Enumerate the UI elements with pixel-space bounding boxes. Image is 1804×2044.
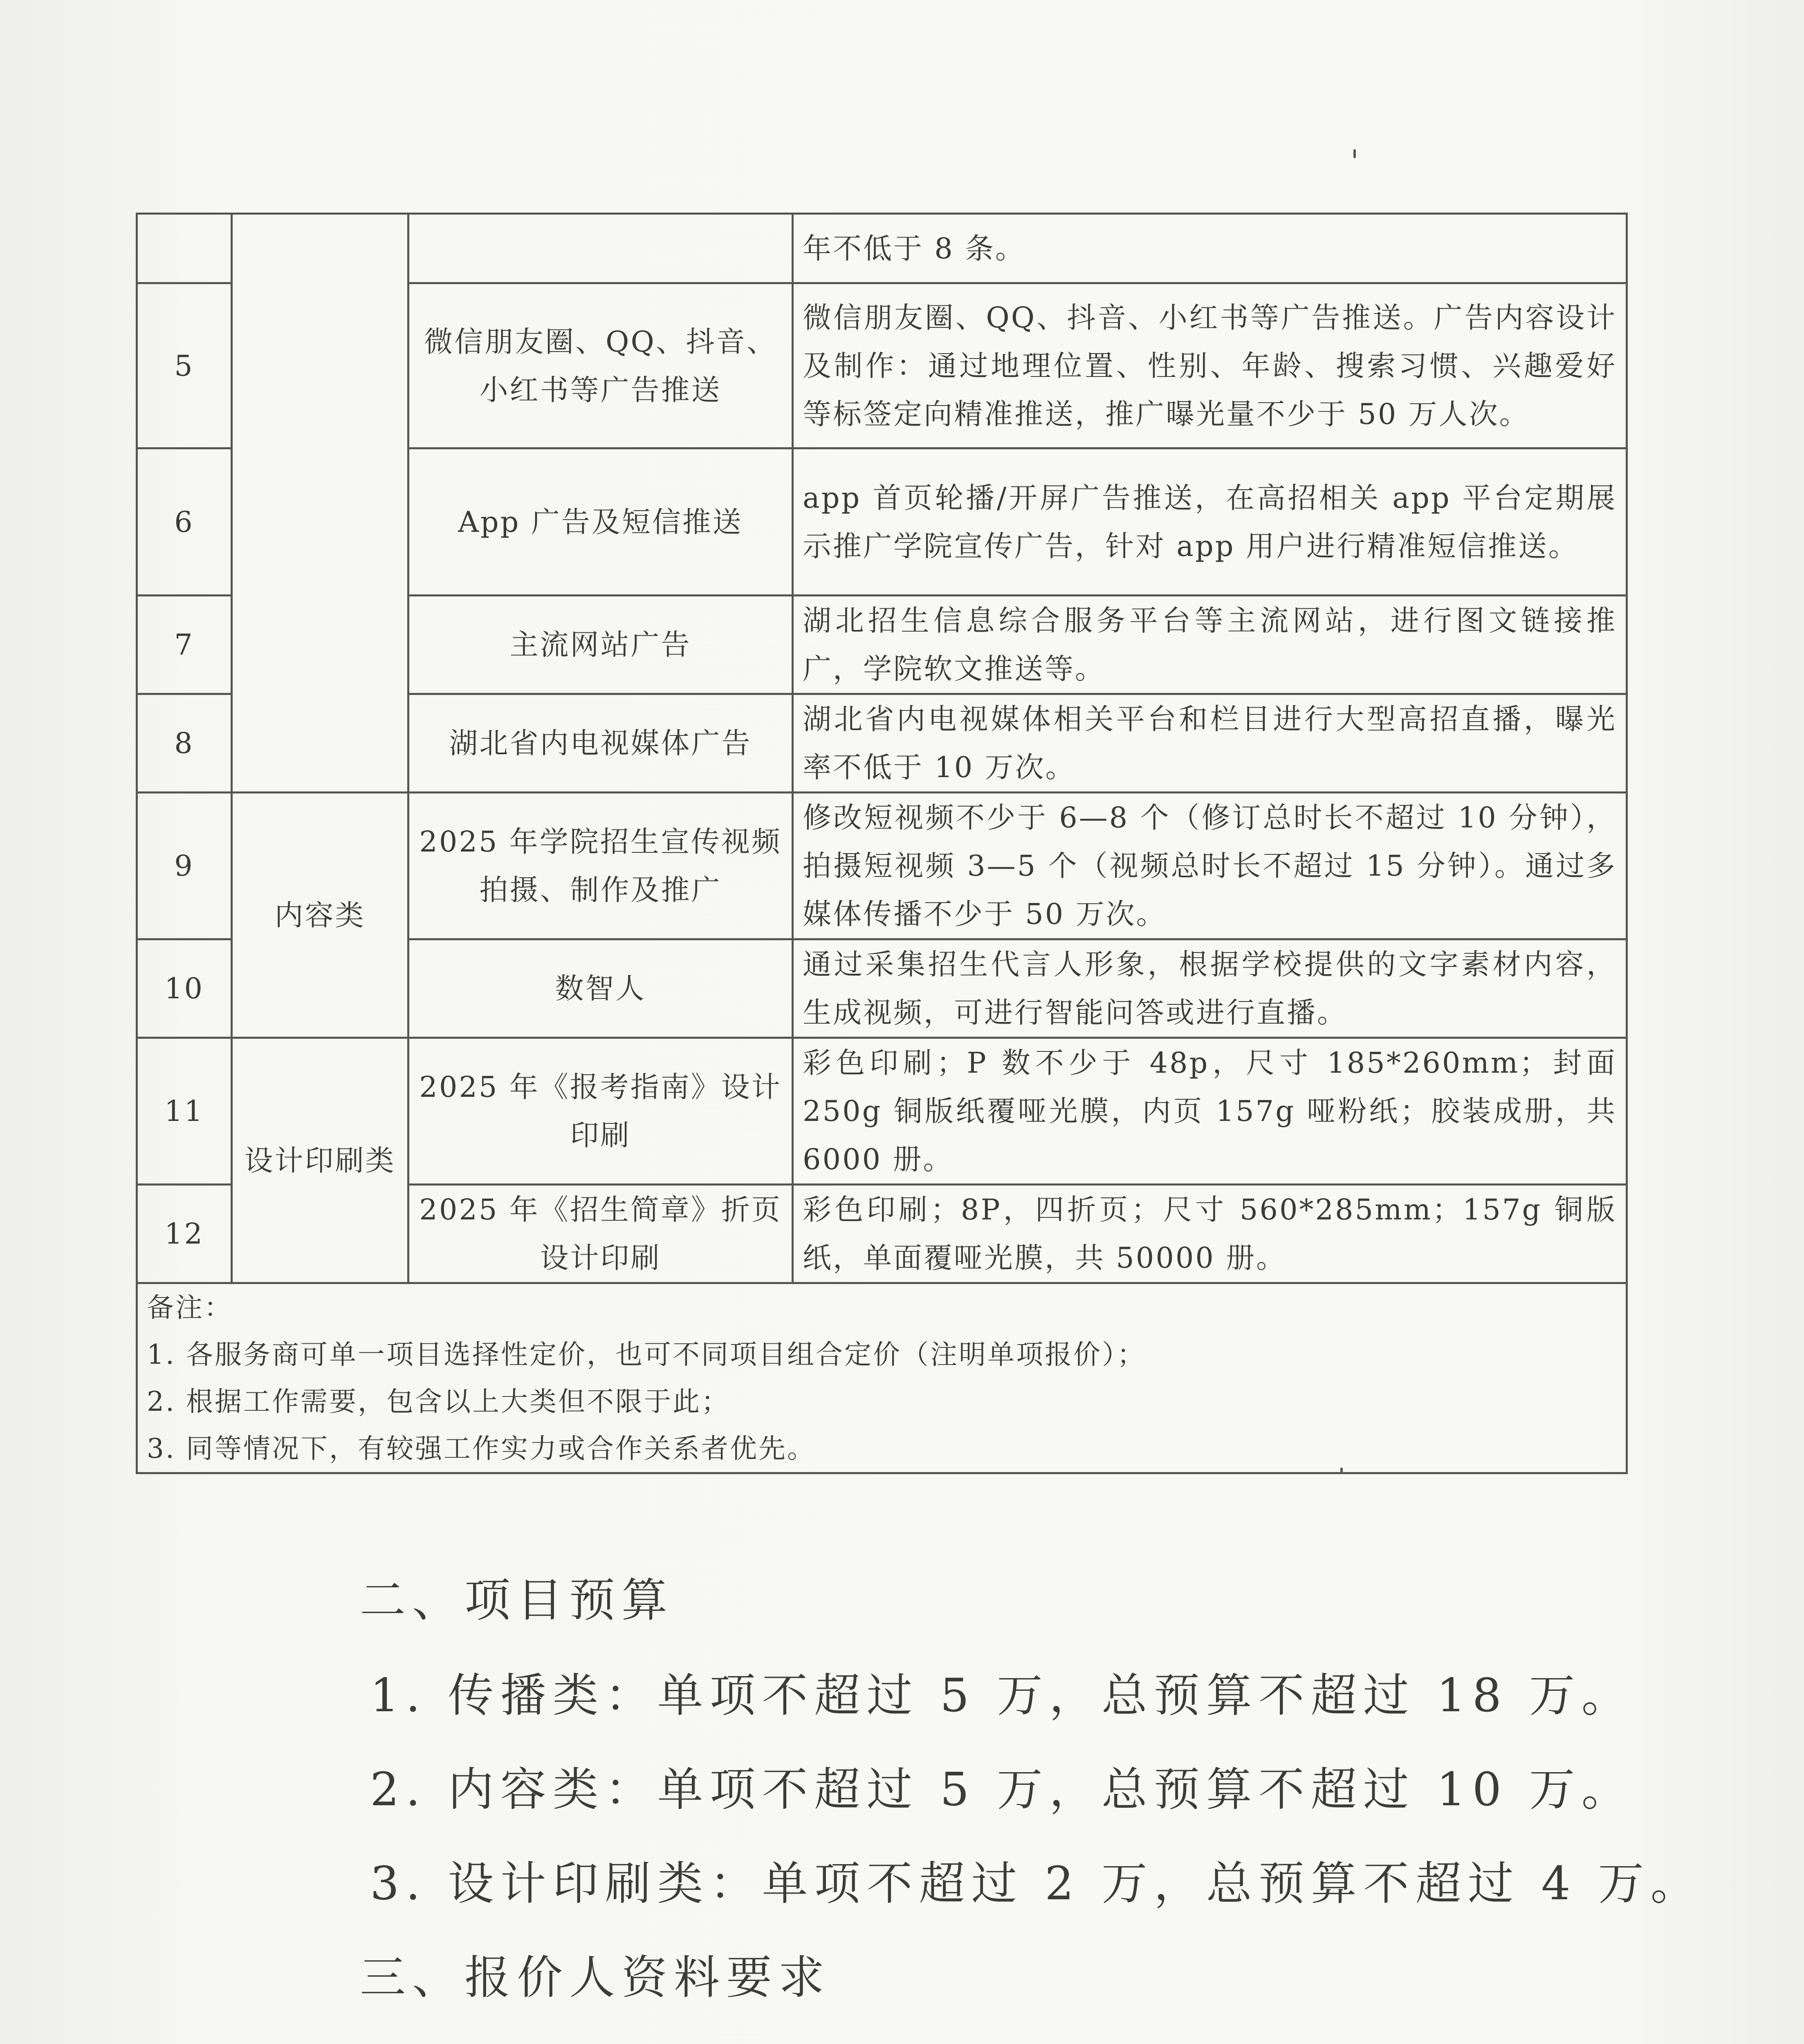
row-number: 11 (137, 1038, 232, 1185)
budget-item: 2. 内容类：单项不超过 5 万，总预算不超过 10 万。 (370, 1763, 1634, 1816)
item-name: 2025 年学院招生宣传视频拍摄、制作及推广 (408, 793, 793, 939)
table-row (137, 214, 1627, 283)
budget-item: 3. 设计印刷类：单项不超过 2 万，总预算不超过 4 万。 (370, 1857, 1703, 1910)
section-heading: 三、报价人资料要求 (360, 1951, 831, 2004)
item-name (408, 214, 793, 283)
item-description: 通过采集招生代言人形象，根据学校提供的文字素材内容，生成视频，可进行智能问答或进行直播。 (793, 939, 1627, 1038)
note-item: 1. 各服务商可单一项目选择性定价，也可不同项目组合定价（注明单项报价）； (147, 1339, 1146, 1370)
budget-item: 1. 传播类：单项不超过 5 万，总预算不超过 18 万。 (370, 1669, 1634, 1722)
notes-row (137, 1283, 1627, 1473)
item-description: 微信朋友圈、QQ、抖音、小红书等广告推送。广告内容设计及制作：通过地理位置、性别、年龄、搜索习惯、兴趣爱好等标签定向精准推送，推广曝光量不少于 50 万人次。 (793, 283, 1627, 448)
item-name: App 广告及短信推送 (408, 448, 793, 596)
item-name: 微信朋友圈、QQ、抖音、小红书等广告推送 (408, 283, 793, 448)
category-design: 设计印刷类 (232, 1038, 408, 1283)
services-table (136, 213, 1628, 1474)
section-heading: 二、项目预算 (360, 1574, 674, 1627)
row-number (137, 214, 232, 283)
scan-speck (1353, 149, 1356, 158)
table-row (137, 793, 1627, 939)
category-content: 内容类 (232, 793, 408, 1038)
row-number: 8 (137, 694, 232, 793)
item-name: 数智人 (408, 939, 793, 1038)
item-name: 湖北省内电视媒体广告 (408, 694, 793, 793)
item-description: 湖北招生信息综合服务平台等主流网站，进行图文链接推广，学院软文推送等。 (793, 596, 1627, 694)
row-number: 5 (137, 283, 232, 448)
item-description: app 首页轮播/开屏广告推送，在高招相关 app 平台定期展示推广学院宣传广告，针对 app 用户进行精准短信推送。 (793, 448, 1627, 596)
row-number: 6 (137, 448, 232, 596)
requirement-item (356, 2035, 1227, 2044)
note-item: 3. 同等情况下，有较强工作实力或合作关系者优先。 (147, 1433, 816, 1464)
row-number: 7 (137, 596, 232, 694)
row-number: 9 (137, 793, 232, 939)
item-name: 2025 年《招生简章》折页设计印刷 (408, 1185, 793, 1283)
row-number: 12 (137, 1185, 232, 1283)
item-description: 修改短视频不少于 6—8 个（修订总时长不超过 10 分钟），拍摄短视频 3—5 个（视频总时长不超过 15 分钟）。通过多媒体传播不少于 50 万次。 (793, 793, 1627, 939)
item-name: 主流网站广告 (408, 596, 793, 694)
category-cell-blank (232, 214, 408, 793)
notes-title: 备注： (147, 1292, 233, 1323)
item-description: 彩色印刷；8P，四折页；尺寸 560*285mm；157g 铜版纸，单面覆哑光膜，共 50000 册。 (793, 1185, 1627, 1283)
item-description: 年不低于 8 条。 (793, 214, 1627, 283)
row-number: 10 (137, 939, 232, 1038)
table-row (137, 1038, 1627, 1185)
note-item: 2. 根据工作需要，包含以上大类但不限于此； (147, 1386, 730, 1417)
item-description: 彩色印刷；P 数不少于 48p，尺寸 185*260mm；封面 250g 铜版纸覆哑光膜，内页 157g 哑粉纸；胶装成册，共 6000 册。 (793, 1038, 1627, 1185)
item-description: 湖北省内电视媒体相关平台和栏目进行大型高招直播，曝光率不低于 10 万次。 (793, 694, 1627, 793)
notes-cell (137, 1283, 1627, 1473)
item-name: 2025 年《报考指南》设计印刷 (408, 1038, 793, 1185)
